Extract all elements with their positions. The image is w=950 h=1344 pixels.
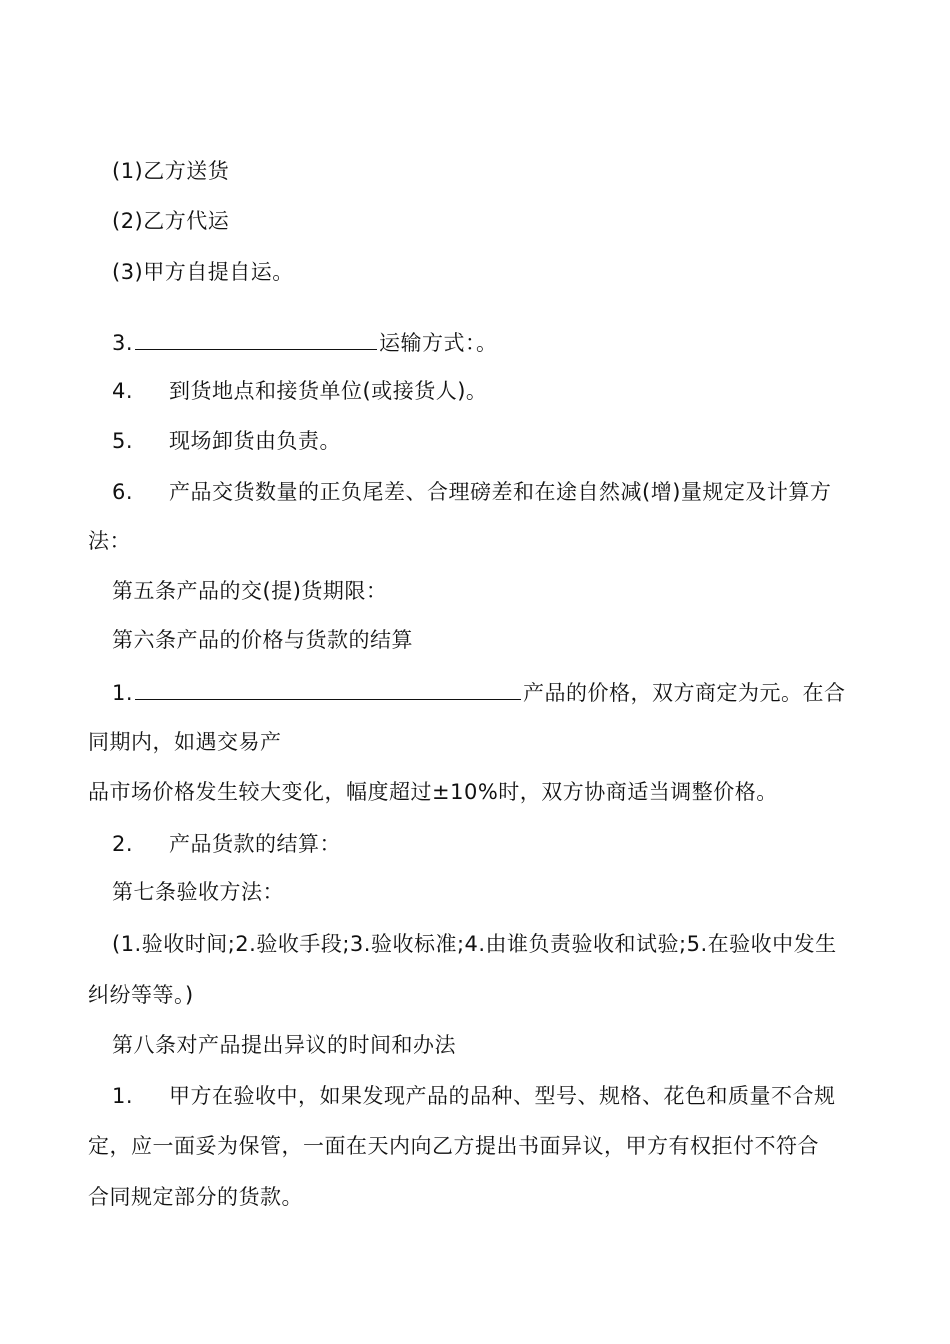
inspection-list-text: (1.验收时间;2.验收手段;3.验收标准;4.由谁负责验收和试验;5.在验收中发生 — [112, 932, 837, 956]
objection-clause-number: 1. — [112, 1084, 134, 1108]
article-8-heading: 第八条对产品提出异议的时间和办法 — [112, 1033, 456, 1057]
price-clause-number: 1. — [112, 681, 134, 705]
clause-4-line — [112, 376, 858, 406]
clause-3-number: 3. — [112, 331, 134, 355]
clause-5-text: 现场卸货由负责。 — [169, 429, 342, 453]
fill-blank — [135, 327, 377, 350]
payment-clause-text: 产品货款的结算： — [169, 832, 342, 856]
clause-3-text: 运输方式：。 — [379, 331, 498, 355]
payment-clause-number: 2. — [112, 832, 134, 856]
clause-4-text: 到货地点和接货单位(或接货人)。 — [169, 379, 488, 403]
article-7-heading: 第七条验收方法： — [112, 880, 284, 904]
fill-blank — [135, 677, 521, 700]
clause-6-line — [112, 477, 858, 507]
objection-clause-text: 甲方在验收中，如果发现产品的品种、型号、规格、花色和质量不合规 — [169, 1084, 836, 1108]
payment-clause-line — [112, 829, 858, 859]
clause-5-line — [112, 426, 858, 456]
clause-3-line — [112, 327, 858, 358]
clause-6-continuation: 法： — [88, 529, 131, 553]
inspection-list-continuation: 纠纷等等。) — [88, 983, 194, 1007]
clause-6-text: 产品交货数量的正负尾差、合理磅差和在途自然减(增)量规定及计算方 — [169, 480, 832, 504]
clause-4-number: 4. — [112, 379, 134, 403]
clause-5-number: 5. — [112, 429, 134, 453]
price-adjustment-text: 品市场价格发生较大变化，幅度超过±10%时，双方协商适当调整价格。 — [88, 780, 778, 804]
article-5-heading: 第五条产品的交(提)货期限： — [112, 579, 388, 603]
objection-clause-line — [112, 1081, 858, 1111]
price-clause-text: 产品的价格，双方商定为元。在合 — [523, 681, 846, 705]
article-6-heading: 第六条产品的价格与货款的结算 — [112, 628, 413, 652]
clause-6-number: 6. — [112, 480, 134, 504]
option-3-text: (3)甲方自提自运。 — [112, 260, 294, 284]
option-1-text: (1)乙方送货 — [112, 159, 230, 183]
price-clause-line — [112, 677, 858, 708]
objection-clause-continuation: 定，应一面妥为保管，一面在天内向乙方提出书面异议，甲方有权拒付不符合 — [88, 1134, 819, 1158]
option-2-text: (2)乙方代运 — [112, 209, 230, 233]
price-clause-continuation: 同期内，如遇交易产 — [88, 730, 282, 754]
objection-clause-end: 合同规定部分的货款。 — [88, 1185, 303, 1209]
